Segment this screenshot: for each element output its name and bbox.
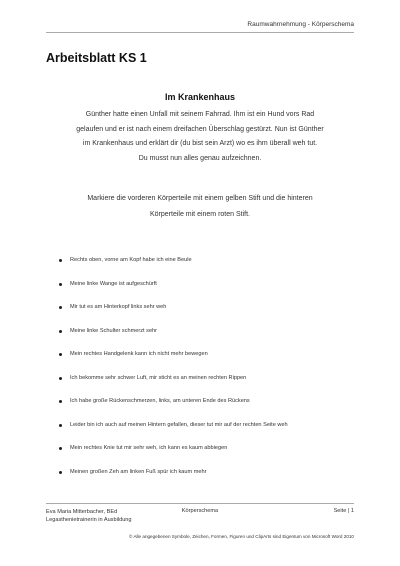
list-item-text: Mein rechtes Knie tut mir sehr weh, ich kann es kaum abbiegen xyxy=(70,445,228,451)
list-item-text: Ich bekomme sehr schwer Luft, mir sticht es an meinen rechten Rippen xyxy=(70,374,247,381)
list-item xyxy=(46,278,354,292)
list-item-text: Leider bin ich auch auf meinen Hintern gefallen, dieser tut mir auf der rechten Seite weh xyxy=(70,421,288,428)
bullet-icon xyxy=(59,259,62,262)
list-item-text: Mein rechtes Handgelenk kann ich nicht mehr bewegen xyxy=(70,351,208,357)
header-divider xyxy=(46,32,354,33)
copyright-notice: © Alle angegebenen Symbole, Zeichen, Formen, Figuren und ClipArts sind Eigentum von Microsoft Word 2010 xyxy=(129,534,354,539)
list-item xyxy=(46,254,354,268)
list-item xyxy=(46,466,354,480)
bullet-icon xyxy=(59,471,62,474)
list-item xyxy=(46,348,354,362)
list-item xyxy=(46,372,354,386)
footer-divider xyxy=(46,503,354,504)
list-item xyxy=(46,325,354,339)
footer-topic: Körperschema xyxy=(181,508,219,514)
list-item xyxy=(46,419,354,433)
bullet-icon xyxy=(59,447,62,450)
instruction-line: Markiere die vorderen Körperteile mit einem gelben Stift und die hinteren xyxy=(87,195,313,202)
footer-author: Eva Maria Mitterbacher, BEd xyxy=(46,509,118,515)
story-line: Günther hatte einen Unfall mit seinem Fahrrad. Ihm ist ein Hund vors Rad xyxy=(85,111,315,118)
bullet-icon xyxy=(59,330,62,333)
pain-list xyxy=(46,254,354,489)
footer-author-role: Legasthenietrainerin in Ausbildung xyxy=(46,517,132,523)
page-number: Seite | 1 xyxy=(333,508,354,514)
story-line: gelaufen und er ist nach einem dreifachen Überschlag gestürzt. Nun ist Günther xyxy=(76,125,324,133)
worksheet-title: Arbeitsblatt KS 1 xyxy=(46,51,147,65)
bullet-icon xyxy=(59,377,62,380)
bullet-icon xyxy=(59,400,62,403)
list-item-text: Meine linke Wange ist aufgeschürft xyxy=(70,280,157,287)
instruction-line: Körperteile mit einem roten Stift. xyxy=(150,211,250,218)
list-item xyxy=(46,395,354,409)
bullet-icon xyxy=(59,424,62,427)
story-line: im Krankenhaus und erklärt dir (du bist sein Arzt) wo es ihm überall weh tut. xyxy=(82,140,318,147)
section-heading: Im Krankenhaus xyxy=(164,92,236,102)
bullet-icon xyxy=(59,353,62,356)
list-item xyxy=(46,301,354,315)
story-paragraph xyxy=(46,108,354,166)
list-item-text: Meinen großen Zeh am linken Fuß spür ich kaum mehr xyxy=(70,468,207,475)
running-header: Raumwahrnehmung - Körperschema xyxy=(247,21,354,28)
instruction-paragraph xyxy=(46,191,354,223)
list-item-text: Meine linke Schulter schmerzt sehr xyxy=(70,327,158,334)
bullet-icon xyxy=(59,306,62,309)
list-item-text: Rechts oben, vorne am Kopf habe ich eine Beule xyxy=(70,257,192,263)
bullet-icon xyxy=(59,283,62,286)
list-item-text: Ich habe große Rückenschmerzen, links, am unteren Ende des Rückens xyxy=(70,398,250,404)
story-line: Du musst nun alles genau aufzeichnen. xyxy=(138,154,262,162)
list-item-text: Mir tut es am Hinterkopf links sehr weh xyxy=(70,304,167,310)
list-item xyxy=(46,442,354,456)
